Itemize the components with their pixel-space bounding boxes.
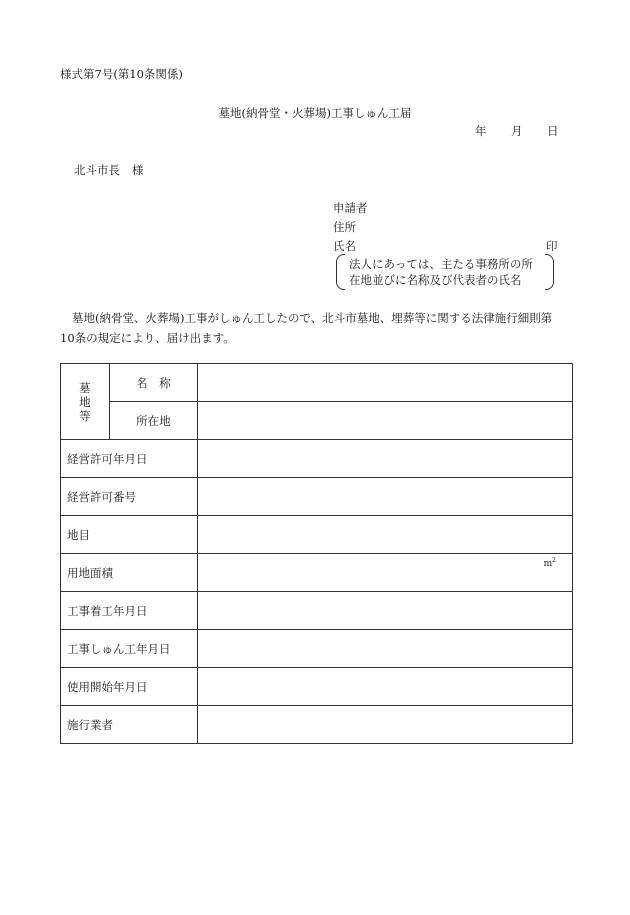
table-row [61, 630, 573, 668]
statement-line-2: 10条の規定により、届け出ます。 [60, 331, 235, 345]
group-cell [61, 364, 110, 440]
note-bracket-right [545, 254, 554, 290]
form-number: 様式第7号(第10条関係) [60, 67, 183, 81]
date-day: 日 [547, 124, 559, 138]
statement-text [60, 308, 575, 348]
table-row [61, 706, 573, 744]
area-unit: $m^2$ [543, 557, 556, 569]
permit-date-label: 経営許可年月日 [61, 440, 198, 478]
land-category-field[interactable] [198, 516, 573, 554]
table-row [61, 440, 573, 478]
seal-mark: 印 [546, 239, 558, 253]
site-area-field[interactable] [198, 554, 573, 592]
construction-start-field[interactable] [198, 592, 573, 630]
note-bracket-left [336, 254, 345, 290]
use-start-label: 使用開始年月日 [61, 668, 198, 706]
construction-start-label: 工事着工年月日 [61, 592, 198, 630]
note-line-2: 在地並びに名称及び代表者の氏名 [349, 273, 522, 287]
construction-complete-label: 工事しゅん工年月日 [61, 630, 198, 668]
date-month: 月 [511, 124, 523, 138]
table-row [61, 478, 573, 516]
contractor-label: 施行業者 [61, 706, 198, 744]
applicant-label: 申請者 [333, 201, 368, 215]
group-label: 墓地等 [79, 380, 91, 423]
land-category-label: 地目 [61, 516, 198, 554]
date-line [475, 126, 559, 138]
facility-name-label: 名 称 [109, 364, 197, 402]
document-title: 墓地(納骨堂・火葬場)工事しゅん工届 [218, 106, 412, 120]
table-row [61, 402, 573, 440]
table-row [61, 554, 573, 592]
name-label: 氏名 [333, 239, 356, 253]
table-row [61, 592, 573, 630]
facility-name-field[interactable] [198, 364, 573, 402]
corporation-note [336, 254, 554, 288]
construction-complete-field[interactable] [198, 630, 573, 668]
use-start-field[interactable] [198, 668, 573, 706]
statement-line-1: 墓地(納骨堂、火葬場)工事がしゅん工したので、北斗市墓地、埋葬等に関する法律施行細則第 [72, 311, 553, 325]
addressee [74, 165, 144, 177]
date-year: 年 [475, 124, 487, 138]
facility-location-field[interactable] [198, 402, 573, 440]
table-row [61, 516, 573, 554]
permit-number-field[interactable] [198, 478, 573, 516]
permit-date-field[interactable] [198, 440, 573, 478]
addressee-honorific: 様 [132, 163, 144, 177]
application-table [60, 363, 573, 744]
contractor-field[interactable] [198, 706, 573, 744]
site-area-label: 用地面積 [61, 554, 198, 592]
table-row [61, 364, 573, 402]
note-line-1: 法人にあっては、主たる事務所の所 [349, 257, 533, 271]
facility-location-label: 所在地 [109, 402, 197, 440]
table-row [61, 668, 573, 706]
addressee-name: 北斗市長 [74, 163, 120, 177]
permit-number-label: 経営許可番号 [61, 478, 198, 516]
address-label: 住所 [333, 220, 356, 234]
